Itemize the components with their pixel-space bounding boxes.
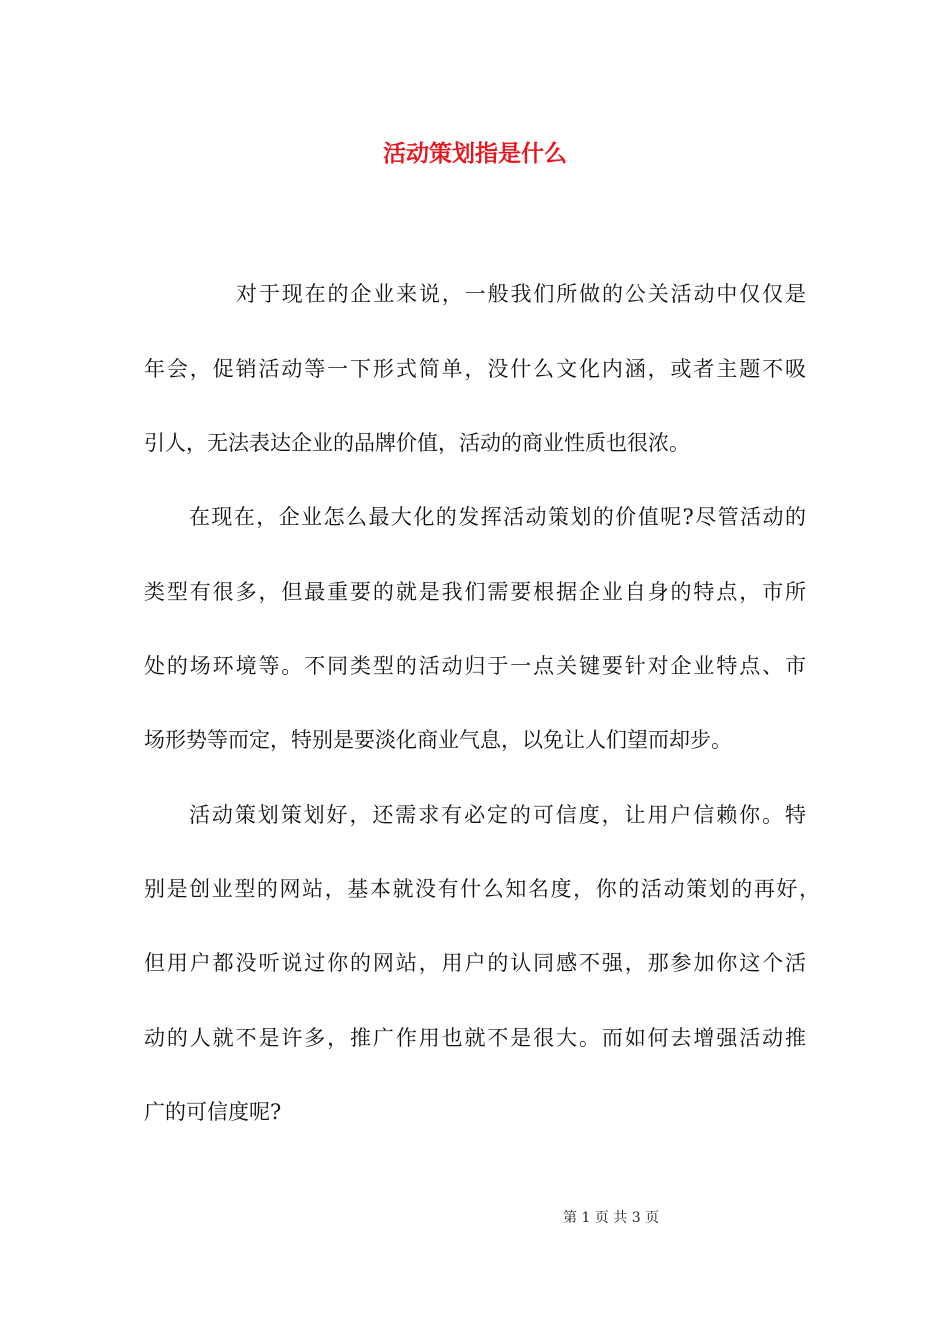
paragraph-1-line-1: 对于现在的企业来说，一般我们所做的公关活动中仅仅是 [236,282,806,306]
paragraph-3-line-1: 活动策划策划好，还需求有必定的可信度，让用户信赖你。特 [189,803,806,827]
paragraph-2-line-4: 场形势等而定，特别是要淡化商业气息，以免让人们望而却步。 [144,728,732,752]
paragraph-3-line-2: 别是创业型的网站，基本就没有什么知名度，你的活动策划的再好， [144,877,820,901]
paragraph-2-line-1: 在现在，企业怎么最大化的发挥活动策划的价值呢?尽管活动的 [189,505,806,529]
paragraph-3-line-3: 但用户都没听说过你的网站，用户的认同感不强，那参加你这个活 [144,951,806,975]
paragraph-3-line-4: 动的人就不是许多，推广作用也就不是很大。而如何去增强活动推 [144,1026,806,1050]
document-title: 活动策划指是什么 [383,140,567,167]
paragraph-2-line-3: 处的场环境等。不同类型的活动归于一点关键要针对企业特点、市 [144,654,806,678]
paragraph-3-line-5: 广的可信度呢? [144,1100,282,1124]
paragraph-1-line-2: 年会，促销活动等一下形式简单，没什么文化内涵，或者主题不吸 [144,357,806,381]
page-number: 第 1 页 共 3 页 [563,1210,660,1226]
paragraph-2-line-2: 类型有很多，但最重要的就是我们需要根据企业自身的特点，市所 [144,580,806,604]
paragraph-1-line-3: 引人，无法表达企业的品牌价值，活动的商业性质也很浓。 [144,431,690,455]
